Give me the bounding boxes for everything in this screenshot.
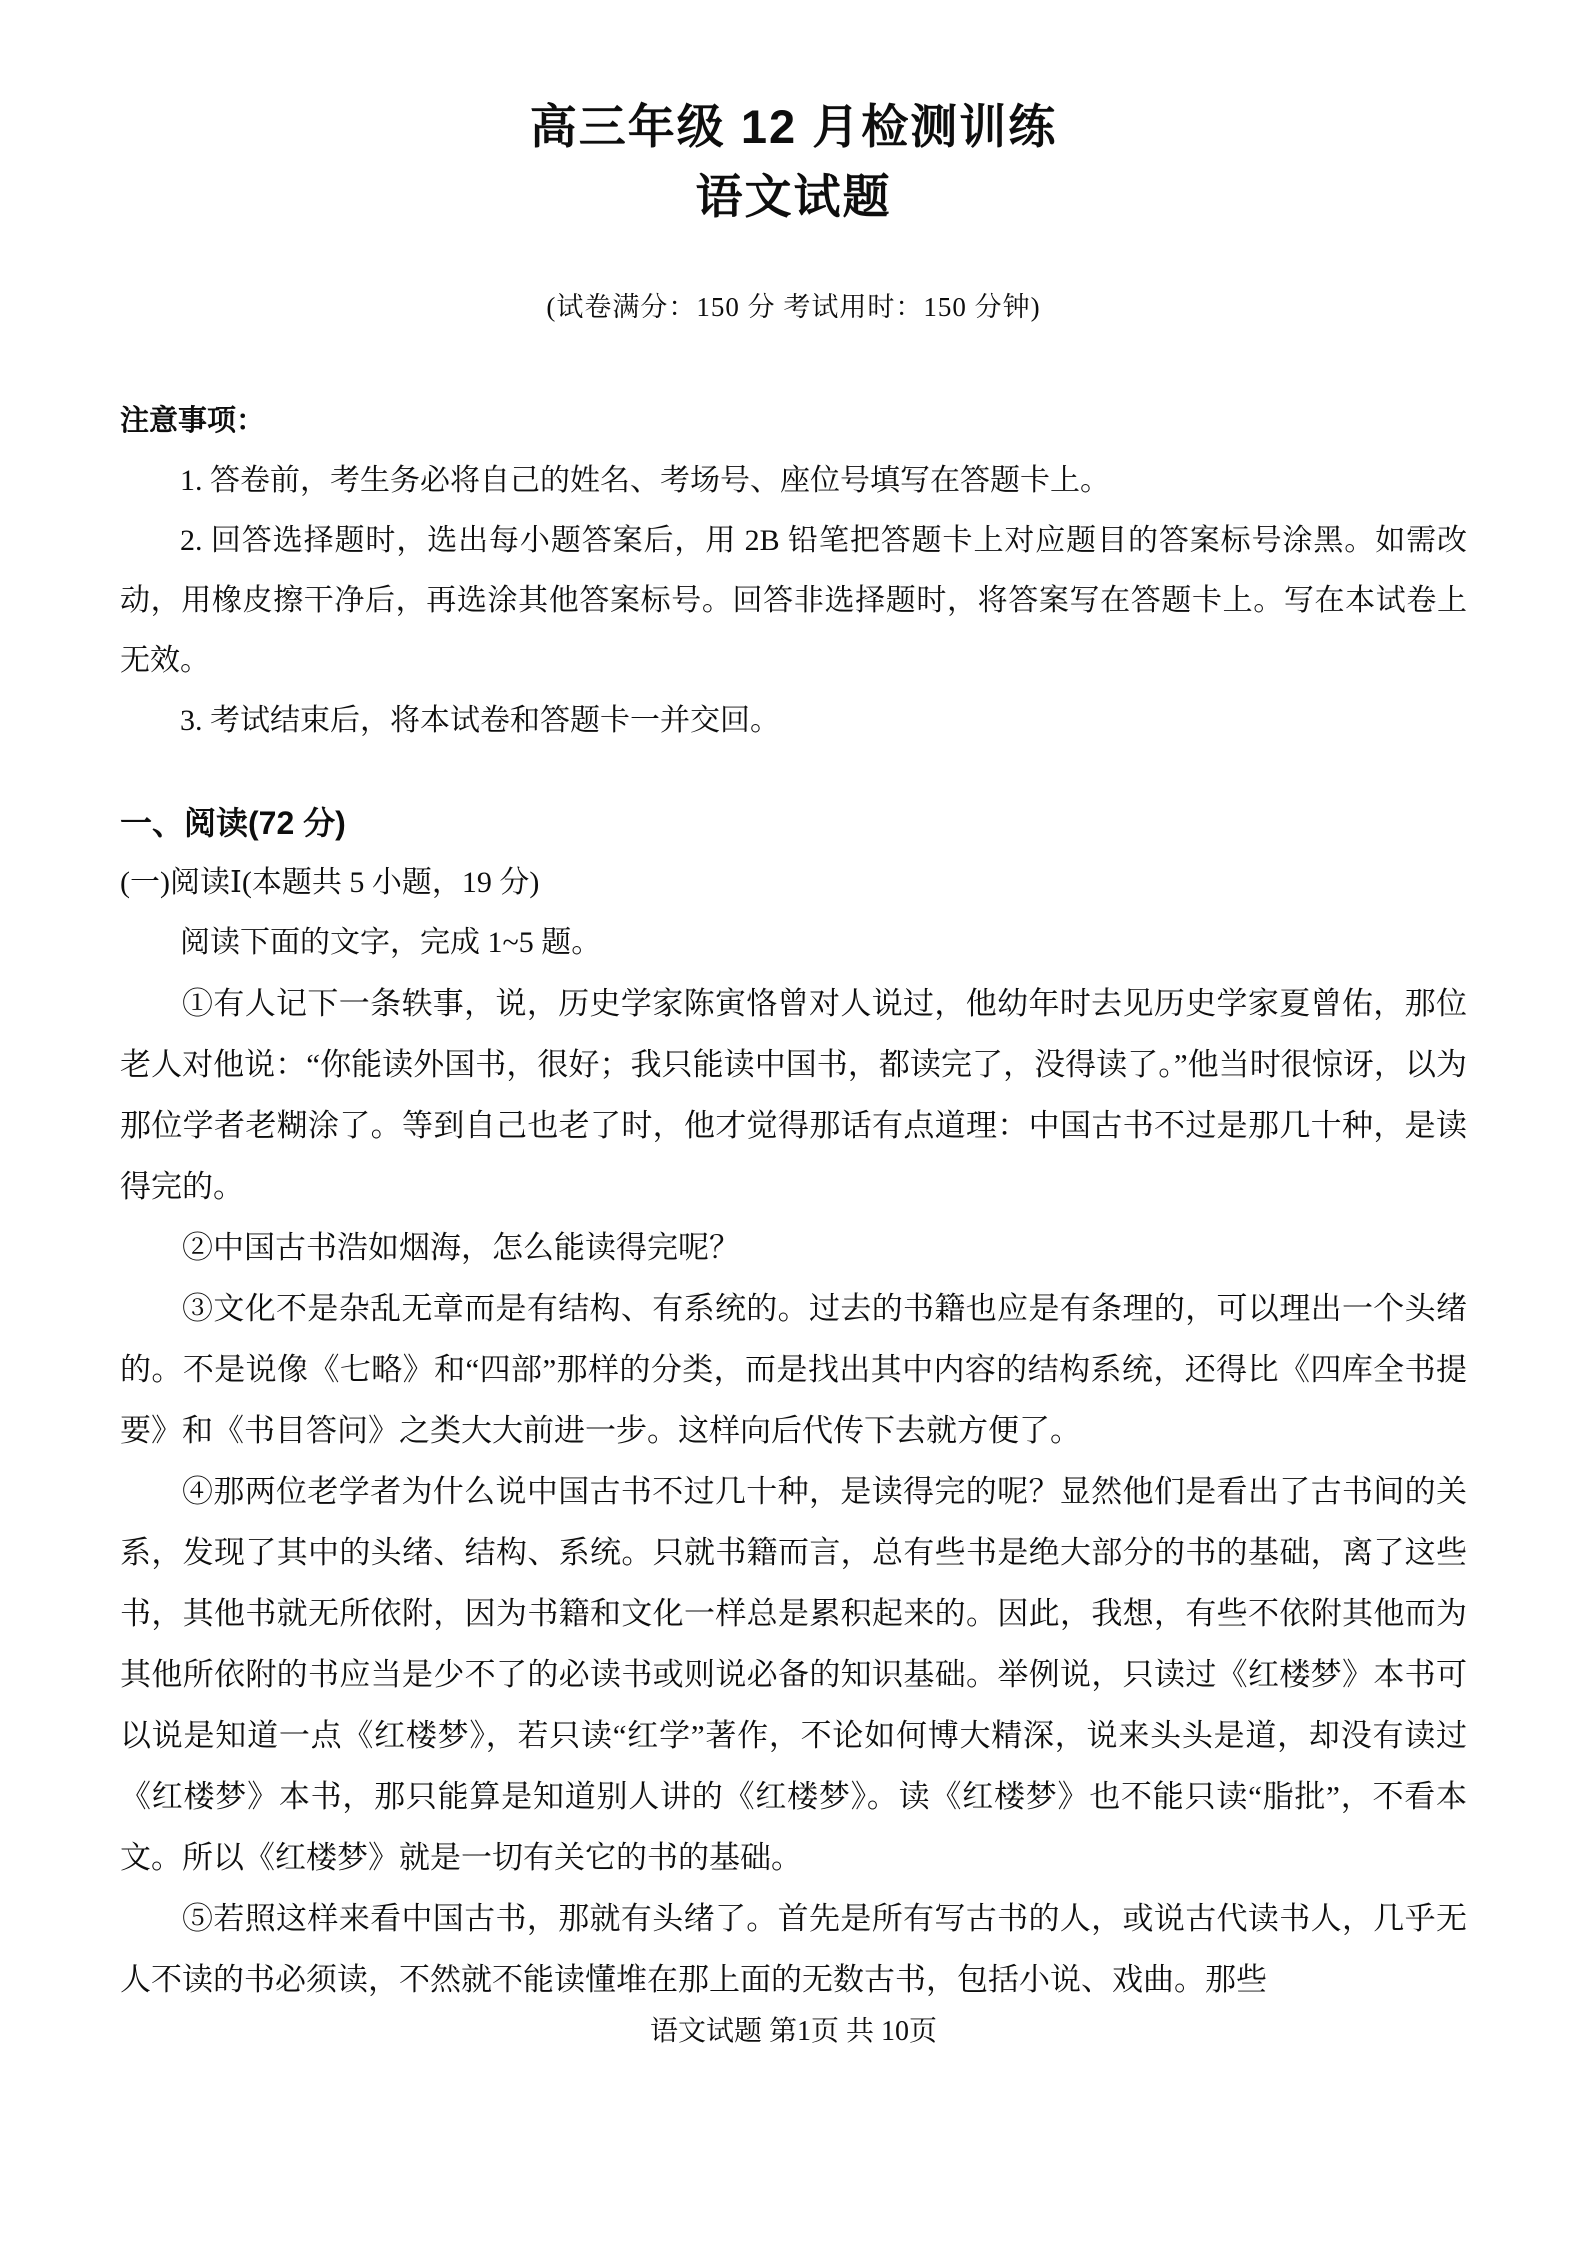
- notice-item-1: 1. 答卷前，考生务必将自己的姓名、考场号、座位号填写在答题卡上。: [180, 464, 1110, 497]
- passage-paragraph-3: ③文化不是杂乱无章而是有结构、有系统的。过去的书籍也应是有条理的，可以理出一个头绪的。不是说像《七略》和“四部”那样的分类，而是找出其中内容的结构系统，还得比《四库全书提要》和《书目答问》之类大大前进一步。这样向后代传下去就方便了。: [120, 1291, 1467, 1448]
- passage-paragraph-2: ②中国古书浩如烟海，怎么能读得完呢？: [182, 1230, 740, 1265]
- passage-paragraph-5: ⑤若照这样来看中国古书，那就有头绪了。首先是所有写古书的人，或说古代读书人，几乎无人不读的书必须读，不然就不能读懂堆在那上面的无数古书，包括小说、戏曲。那些: [120, 1901, 1467, 1997]
- page-title-line1: 高三年级 12 月检测训练: [529, 100, 1058, 153]
- passage-instruction: 阅读下面的文字，完成 1~5 题。: [180, 926, 602, 959]
- notice-item-3: 3. 考试结束后，将本试卷和答题卡一并交回。: [180, 704, 780, 737]
- page-footer: 语文试题 第1页 共 10页: [649, 2016, 937, 2047]
- passage-paragraph-1: ①有人记下一条轶事，说，历史学家陈寅恪曾对人说过，他幼年时去见历史学家夏曾佑，那位老人对他说：“你能读外国书，很好；我只能读中国书，都读完了，没得读了。”他当时很惊讶，以为那位学者老糊涂了。等到自己也老了时，他才觉得那话有点道理：中国古书不过是那几十种，是读得完的。: [120, 986, 1467, 1204]
- reading-section: [120, 793, 1467, 973]
- section-heading: 一、阅读(72 分): [120, 805, 346, 841]
- subsection-heading: (一)阅读Ⅰ(本题共 5 小题，19 分): [120, 866, 540, 899]
- page-title-line2: 语文试题: [695, 170, 892, 223]
- reading-passage: [120, 973, 1467, 2010]
- notice-section: [120, 391, 1467, 751]
- notice-heading: 注意事项：: [120, 405, 266, 437]
- exam-meta-info: (试卷满分：150 分 考试用时：150 分钟): [546, 292, 1041, 322]
- notice-item-2: 2. 回答选择题时，选出每小题答案后，用 2B 铅笔把答题卡上对应题目的答案标号涂黑。如需改动，用橡皮擦干净后，再选涂其他答案标号。回答非选择题时，将答案写在答题卡上。写在本试卷上无效。: [120, 524, 1467, 677]
- passage-paragraph-4: ④那两位老学者为什么说中国古书不过几十种，是读得完的呢？显然他们是看出了古书间的关系，发现了其中的头绪、结构、系统。只就书籍而言，总有些书是绝大部分的书的基础，离了这些书，其他书就无所依附，因为书籍和文化一样总是累积起来的。因此，我想，有些不依附其他而为其他所依附的书应当是少不了的必读书或则说必备的知识基础。举例说，只读过《红楼梦》本书可以说是知道一点《红楼梦》，若只读“红学”著作，不论如何博大精深，说来头头是道，却没有读过《红楼梦》本书，那只能算是知道别人讲的《红楼梦》。读《红楼梦》也不能只读“脂批”，不看本文。所以《红楼梦》就是一切有关它的书的基础。: [120, 1474, 1467, 1875]
